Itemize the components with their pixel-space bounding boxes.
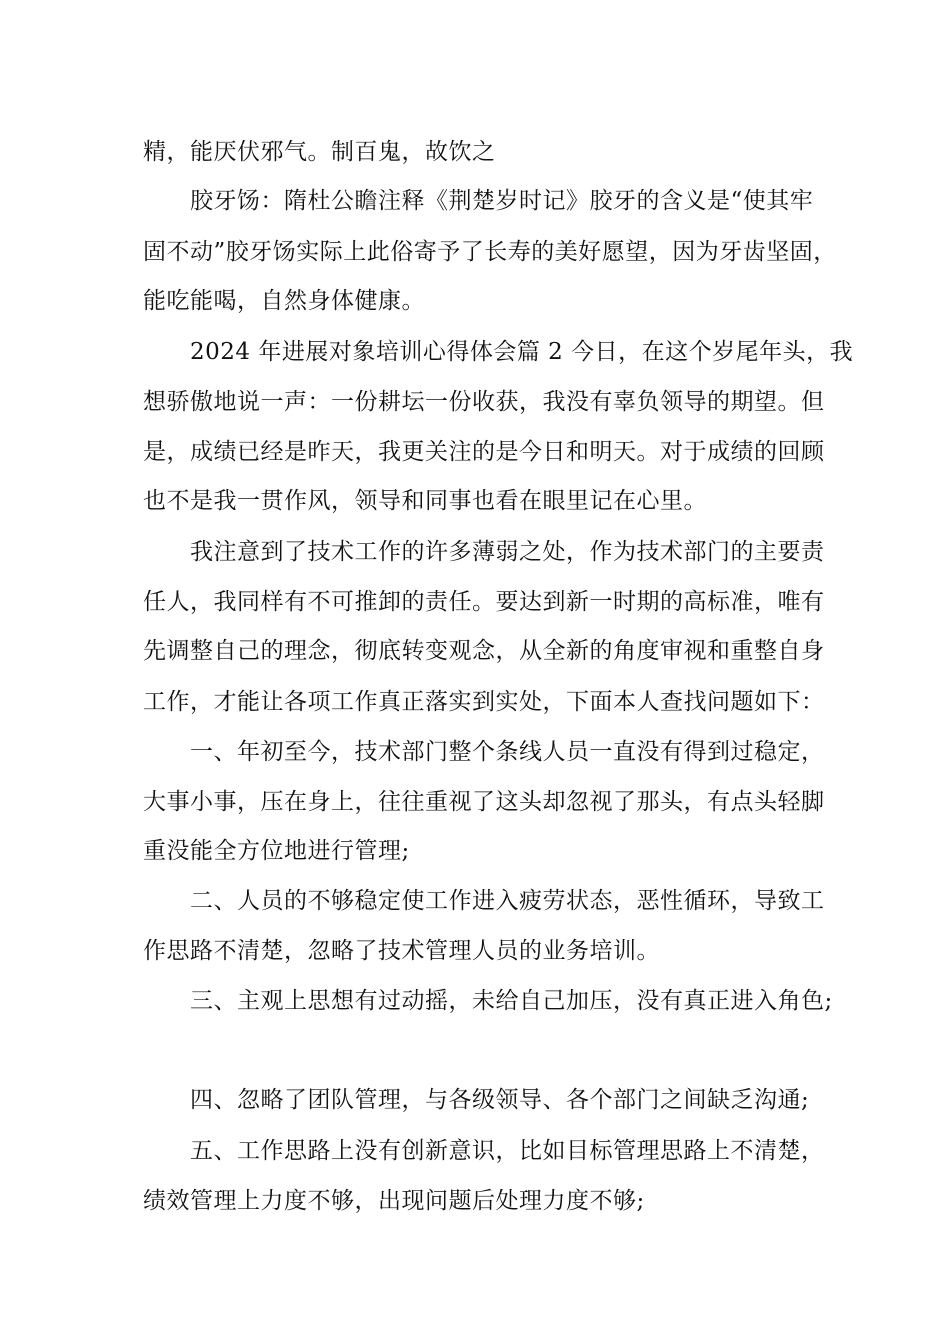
text-line-11: 先调整自己的理念，彻底转变观念，从全新的角度审视和重整自身 (143, 638, 825, 664)
text-line-14: 大事小事，压在身上，往往重视了这头却忽视了那头，有点头轻脚 (143, 789, 825, 815)
text-line-6: 想骄傲地说一声：一份耕坛一份收获，我没有辜负领导的期望。但 (143, 389, 825, 415)
text-line-1: 精，能厌伏邪气。制百鬼，故饮之 (143, 139, 496, 165)
text-line-9: 我注意到了技术工作的许多薄弱之处，作为技术部门的主要责 (190, 539, 825, 565)
text-line-21: 绩效管理上力度不够，出现问题后处理力度不够; (143, 1188, 645, 1214)
text-line-15: 重没能全方位地进行管理; (143, 838, 410, 864)
text-line-5: 2024 年进展对象培训心得体会篇 2 今日，在这个岁尾年头，我 (190, 339, 854, 365)
text-line-20: 五、工作思路上没有创新意识，比如目标管理思路上不清楚， (190, 1138, 825, 1164)
text-line-10: 任人，我同样有不可推卸的责任。要达到新一时期的高标准，唯有 (143, 589, 825, 615)
text-line-16: 二、人员的不够稳定使工作进入疲劳状态，恶性循环，导致工 (190, 888, 825, 914)
text-line-2: 胶牙饧：隋杜公瞻注释《荆楚岁时记》胶牙的含义是“使其牢 (190, 188, 814, 214)
text-line-17: 作思路不清楚，忽略了技术管理人员的业务培训。 (143, 938, 660, 964)
text-line-13: 一、年初至今，技术部门整个条线人员一直没有得到过稳定， (190, 739, 825, 765)
text-line-7: 是，成绩已经是昨天，我更关注的是今日和明天。对于成绩的回顾 (143, 439, 825, 465)
text-line-3: 固不动”胶牙饧实际上此俗寄予了长寿的美好愿望，因为牙齿坚固， (143, 239, 837, 265)
text-line-12: 工作，才能让各项工作真正落实到实处，下面本人查找问题如下： (143, 689, 825, 715)
text-line-8: 也不是我一贯作风，领导和同事也看在眼里记在心里。 (143, 488, 707, 514)
text-line-18: 三、主观上思想有过动摇，未给自己加压，没有真正进入角色; (190, 988, 833, 1014)
text-line-4: 能吃能喝，自然身体健康。 (143, 288, 425, 314)
text-line-19: 四、忽略了团队管理，与各级领导、各个部门之间缺乏沟通; (190, 1087, 810, 1113)
